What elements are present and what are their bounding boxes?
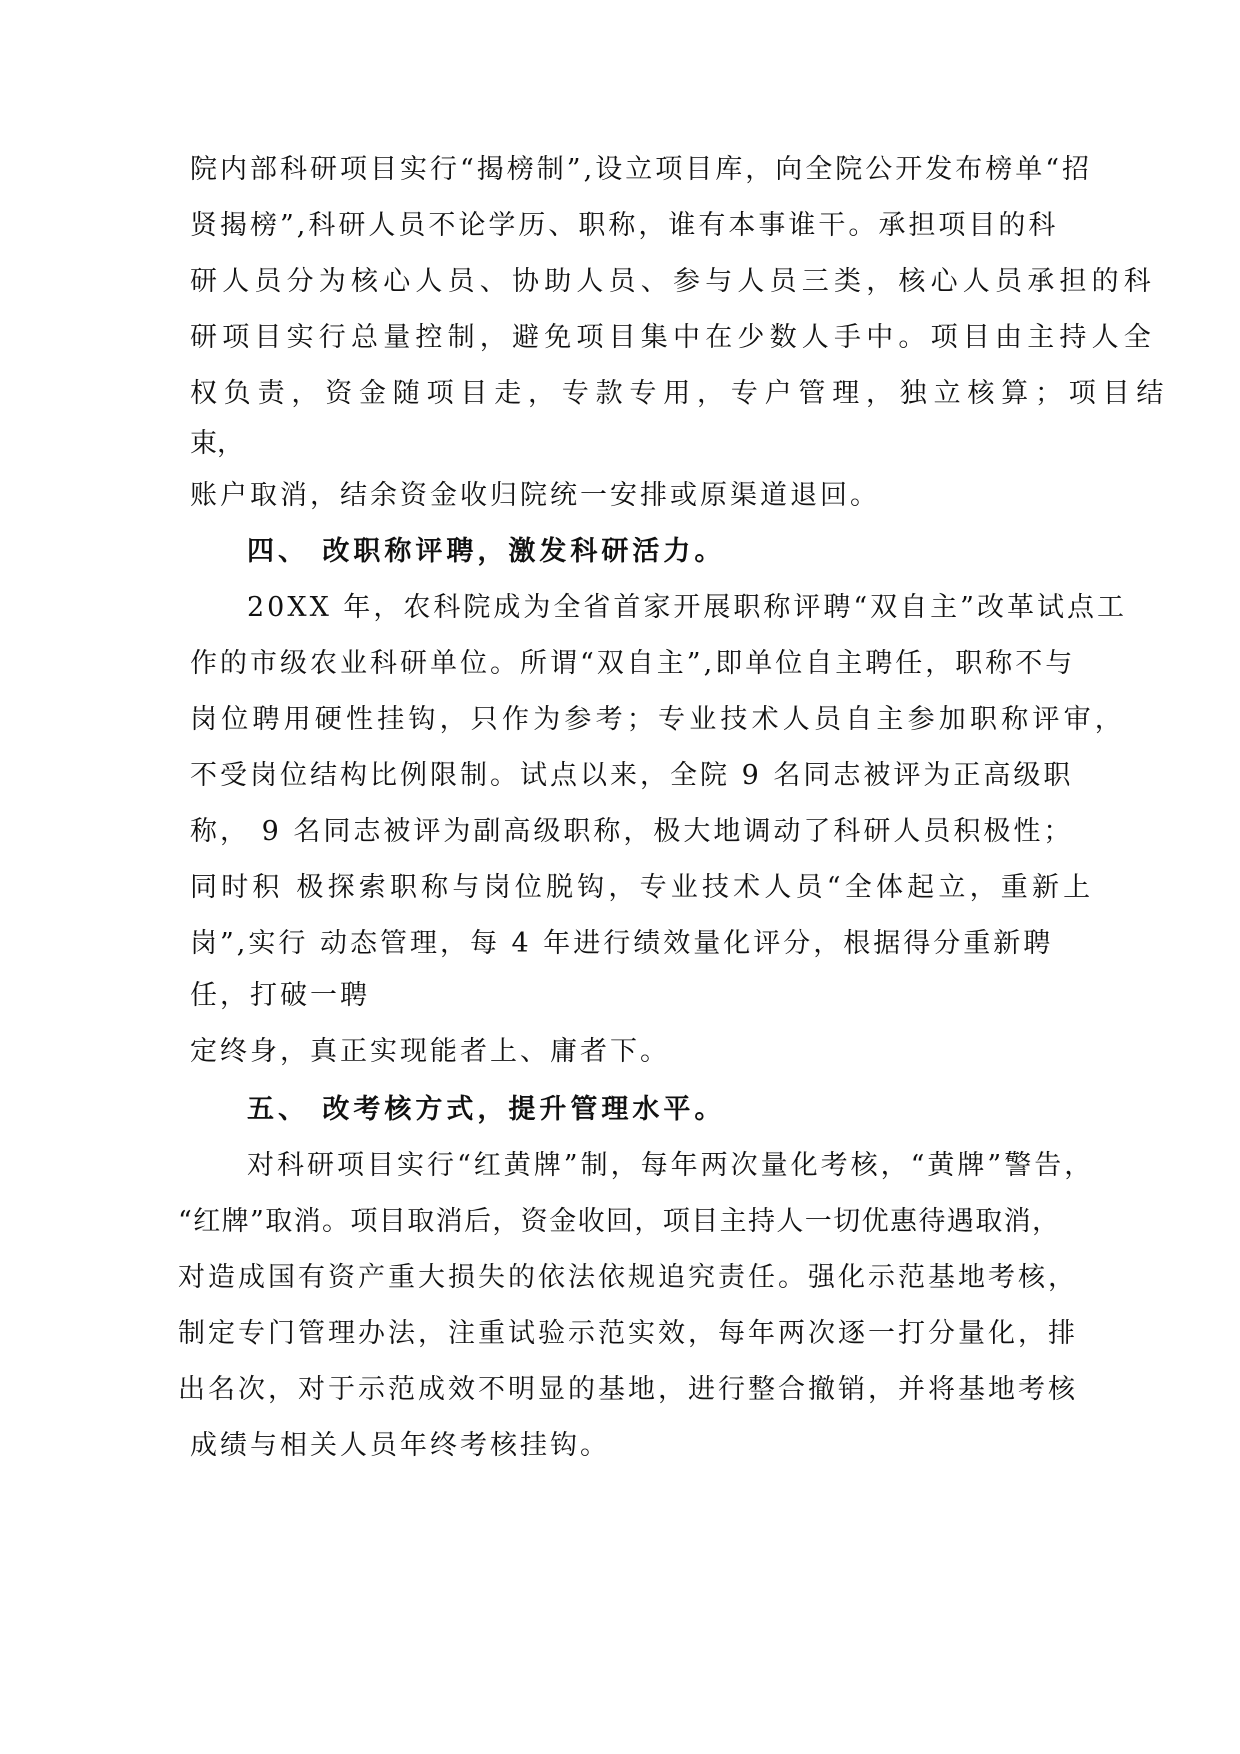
paragraph-line: 称， 9 名同志被评为副高级职称，极大地调动了科研人员积极性； <box>190 816 1074 847</box>
paragraph-line: 定终身，真正实现能者上、庸者下。 <box>190 1036 670 1067</box>
paragraph-line: 束， <box>190 428 244 459</box>
paragraph-line: 院内部科研项目实行“揭榜制”,设立项目库，向全院公开发布榜单“招 <box>190 154 1092 185</box>
paragraph-line: 岗位聘用硬性挂钩，只作为参考；专业技术人员自主参加职称评审， <box>190 704 1126 735</box>
paragraph-line: 对科研项目实行“红黄牌”制，每年两次量化考核，“黄牌”警告， <box>247 1150 1095 1181</box>
section-heading: 五、 改考核方式，提升管理水平。 <box>247 1094 726 1125</box>
paragraph-line: 对造成国有资产重大损失的依法依规追究责任。强化示范基地考核， <box>178 1262 1078 1293</box>
paragraph-line: 作的市级农业科研单位。所谓“双自主”,即单位自主聘任，职称不与 <box>190 648 1076 679</box>
paragraph-line: 账户取消，结余资金收归院统一安排或原渠道退回。 <box>190 480 880 511</box>
paragraph-line: 权负责，资金随项目走，专款专用，专户管理，独立核算；项目结 <box>190 378 1171 409</box>
paragraph-line: 制定专门管理办法，注重试验示范实效，每年两次逐一打分量化，排 <box>178 1318 1078 1349</box>
paragraph-line: 研人员分为核心人员、协助人员、参与人员三类，核心人员承担的科 <box>190 266 1156 297</box>
paragraph-line: 任，打破一聘 <box>190 980 370 1011</box>
paragraph-line: “红牌”取消。项目取消后，资金收回，项目主持人一切优惠待遇取消， <box>178 1206 1061 1237</box>
paragraph-line: 同时积 极探索职称与岗位脱钩，专业技术人员“全体起立，重新上 <box>190 872 1095 903</box>
paragraph-line: 研项目实行总量控制，避免项目集中在少数人手中。项目由主持人全 <box>190 322 1156 353</box>
paragraph-line: 岗”,实行 动态管理，每 4 年进行绩效量化评分，根据得分重新聘 <box>190 928 1054 959</box>
paragraph-line: 成绩与相关人员年终考核挂钩。 <box>190 1430 610 1461</box>
paragraph-line: 出名次，对于示范成效不明显的基地，进行整合撤销，并将基地考核 <box>178 1374 1078 1405</box>
section-heading: 四、 改职称评聘，激发科研活力。 <box>247 536 726 567</box>
paragraph-line: 不受岗位结构比例限制。试点以来，全院 9 名同志被评为正高级职 <box>190 760 1074 791</box>
paragraph-line: 20XX 年，农科院成为全省首家开展职称评聘“双自主”改革试点工 <box>247 592 1127 623</box>
paragraph-line: 贤揭榜”,科研人员不论学历、职称，谁有本事谁干。承担项目的科 <box>190 210 1059 241</box>
